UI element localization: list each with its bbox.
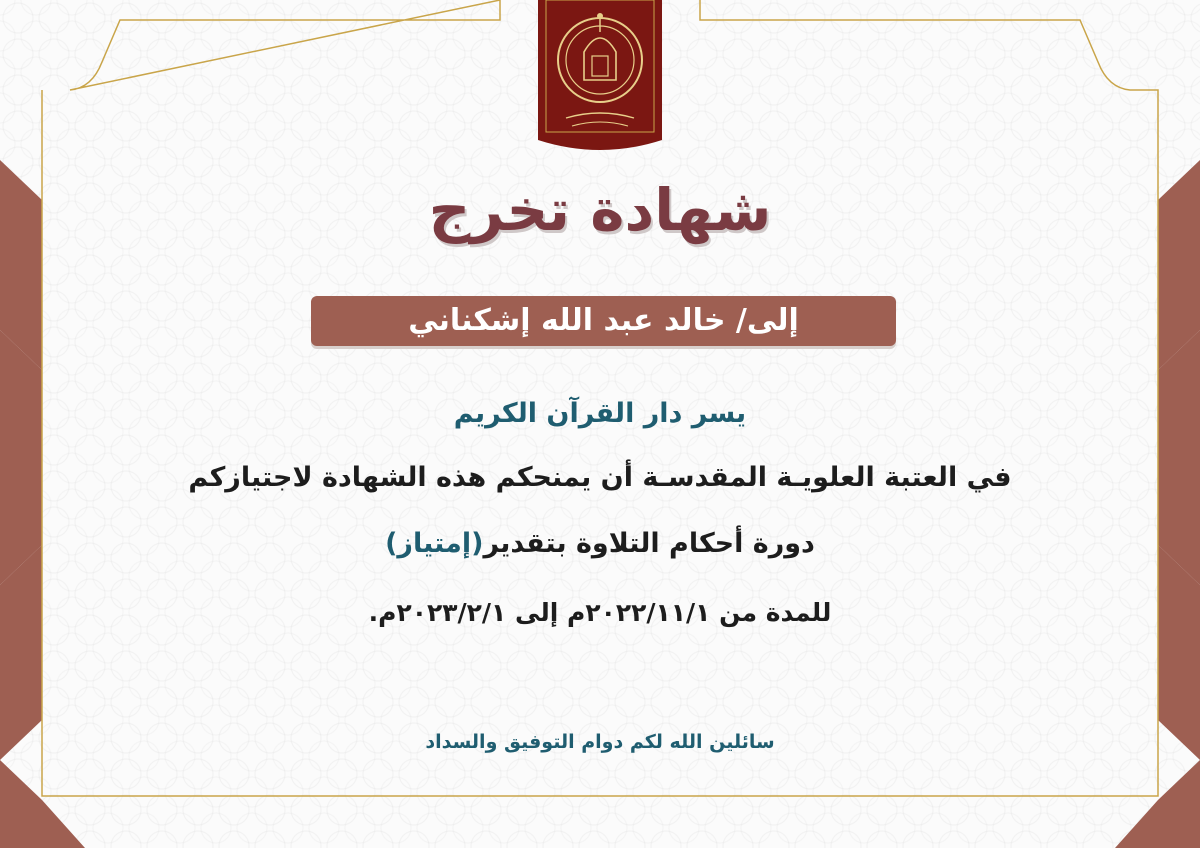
course-line [0,528,1200,559]
recipient-banner [311,296,896,346]
grant-line: في العتبة العلويـة المقدسـة أن يمنحكم هذه الشهادة لاجتيازكم [188,462,1012,493]
institution-line: يسر دار القرآن الكريم [453,398,747,429]
date-range-line: للمدة من ٢٠٢٢/١١/١م إلى ٢٠٢٣/٢/١م. [368,598,832,627]
recipient-name: إلى/ خالد عبد الله إشكناني [408,303,799,338]
shrine-seal-icon [538,0,662,156]
grade-text: (إمتياز) [385,528,484,559]
course-name: دورة أحكام التلاوة بتقدير [483,528,815,559]
closing-line: سائلين الله لكم دوام التوفيق والسداد [425,731,775,753]
certificate-title: شهادة تخرج [428,176,772,244]
